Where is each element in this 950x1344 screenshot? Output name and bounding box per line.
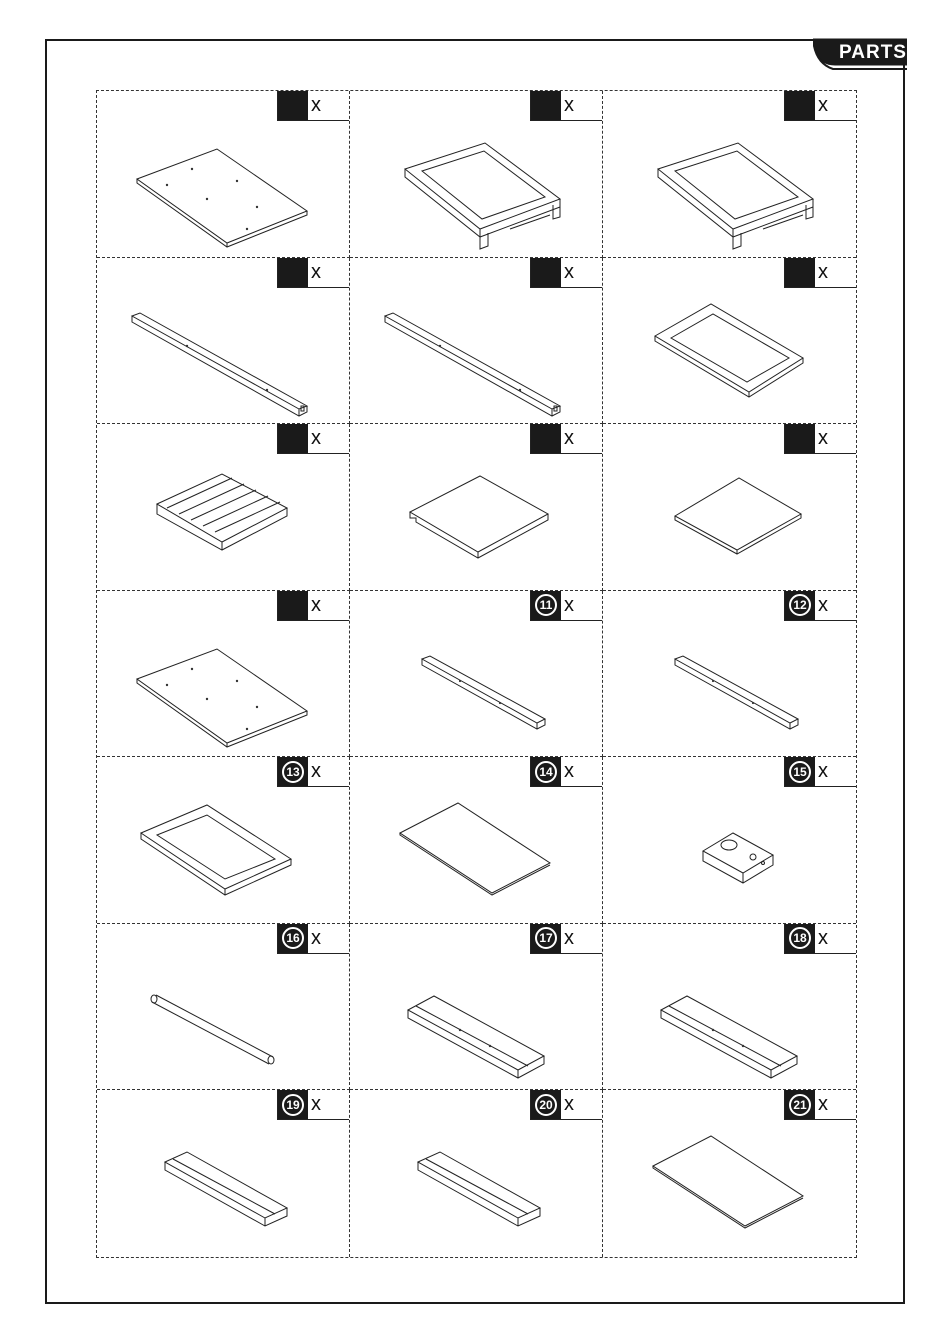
part-number-badge <box>531 424 561 453</box>
part-quantity: x <box>564 593 574 616</box>
part-number-badge <box>785 91 815 120</box>
part-label-box <box>277 258 349 288</box>
part-number-badge <box>278 924 308 953</box>
part-quantity: x <box>311 926 321 949</box>
part-cell <box>97 258 350 425</box>
part-cell <box>97 1090 350 1257</box>
part-cell <box>603 924 856 1091</box>
part-quantity: x <box>818 926 828 949</box>
part-number: 20 <box>535 1094 557 1116</box>
part-label-box <box>530 757 602 787</box>
part-label-box <box>277 91 349 121</box>
part-cell <box>350 1090 603 1257</box>
short-grooved-board-icon <box>97 1118 350 1256</box>
part-number-badge <box>531 91 561 120</box>
part-number: 15 <box>789 761 811 783</box>
part-label-box <box>277 924 349 954</box>
part-number: 18 <box>789 927 811 949</box>
part-quantity: x <box>818 260 828 283</box>
part-quantity: x <box>564 427 574 449</box>
parts-section-tab <box>813 37 907 71</box>
rail-icon <box>603 619 856 757</box>
part-cell <box>350 258 603 425</box>
part-number-badge <box>278 258 308 287</box>
part-quantity: x <box>564 260 574 283</box>
part-number-badge <box>278 591 308 620</box>
part-cell <box>97 757 350 924</box>
part-number-badge <box>785 1090 815 1119</box>
part-cell <box>350 591 603 758</box>
slat-frame-icon <box>97 452 350 590</box>
part-label-box <box>784 258 856 288</box>
part-cell <box>350 757 603 924</box>
part-cell <box>97 924 350 1091</box>
part-number-badge <box>785 591 815 620</box>
part-cell <box>350 424 603 591</box>
rectangular-panel-icon <box>97 119 350 257</box>
part-label-box <box>784 91 856 121</box>
part-number-badge <box>278 91 308 120</box>
part-quantity: x <box>564 1093 574 1115</box>
part-number-badge <box>278 424 308 453</box>
part-label-box <box>530 591 602 621</box>
part-number: 14 <box>535 761 557 783</box>
grooved-board-icon <box>350 952 603 1090</box>
part-cell <box>350 924 603 1091</box>
part-quantity: x <box>818 94 828 116</box>
part-label-box <box>530 1090 602 1120</box>
part-number: 17 <box>535 927 557 949</box>
thin-sheet-icon <box>350 785 603 923</box>
part-quantity: x <box>818 760 828 782</box>
part-cell <box>603 424 856 591</box>
thin-board-icon <box>603 452 856 590</box>
part-number-badge <box>531 258 561 287</box>
part-number: 13 <box>282 761 304 783</box>
part-number: 19 <box>282 1094 304 1116</box>
connector-block-icon <box>603 785 856 923</box>
part-quantity: x <box>311 1093 321 1115</box>
thin-sheet-icon <box>603 1118 856 1256</box>
part-number-badge <box>785 258 815 287</box>
part-cell <box>603 1090 856 1257</box>
part-quantity: x <box>311 94 321 116</box>
part-quantity: x <box>564 760 574 782</box>
part-number-badge <box>785 424 815 453</box>
part-quantity: x <box>818 593 828 616</box>
parts-title: PARTS <box>839 42 907 63</box>
part-number-badge <box>531 924 561 953</box>
part-cell <box>97 424 350 591</box>
part-cell <box>97 591 350 758</box>
open-frame-icon <box>97 785 350 923</box>
part-number-badge <box>531 757 561 786</box>
rail-icon <box>350 619 603 757</box>
part-quantity: x <box>564 94 574 116</box>
part-number-badge <box>785 924 815 953</box>
grooved-board-icon <box>603 952 856 1090</box>
part-number-badge <box>785 757 815 786</box>
part-number-badge <box>278 757 308 786</box>
part-label-box <box>277 1090 349 1120</box>
part-quantity: x <box>818 427 828 449</box>
part-quantity: x <box>818 1093 828 1115</box>
long-rail-icon <box>350 286 603 424</box>
part-label-box <box>784 424 856 454</box>
notched-panel-icon <box>350 452 603 590</box>
part-number: 11 <box>535 594 557 616</box>
part-label-box <box>784 757 856 787</box>
bed-frame-icon <box>603 119 856 257</box>
part-number: 12 <box>789 594 811 616</box>
part-label-box <box>277 424 349 454</box>
part-label-box <box>277 757 349 787</box>
part-quantity: x <box>311 427 321 449</box>
part-quantity: x <box>564 926 574 949</box>
flat-frame-icon <box>603 286 856 424</box>
part-label-box <box>784 1090 856 1120</box>
part-number-badge <box>278 1090 308 1119</box>
part-number: 21 <box>789 1094 811 1116</box>
rectangular-panel-icon <box>97 619 350 757</box>
part-cell <box>603 757 856 924</box>
part-label-box <box>530 91 602 121</box>
part-cell <box>603 591 856 758</box>
part-cell <box>603 91 856 258</box>
short-grooved-board-icon <box>350 1118 603 1256</box>
part-number: 16 <box>282 927 304 949</box>
bed-frame-icon <box>350 119 603 257</box>
part-number-badge <box>531 591 561 620</box>
long-rail-icon <box>97 286 350 424</box>
parts-grid <box>96 90 857 1258</box>
part-cell <box>350 91 603 258</box>
round-rod-icon <box>97 952 350 1090</box>
part-cell <box>603 258 856 425</box>
part-quantity: x <box>311 760 321 782</box>
part-label-box <box>530 258 602 288</box>
part-label-box <box>277 591 349 621</box>
part-label-box <box>530 424 602 454</box>
part-label-box <box>530 924 602 954</box>
part-quantity: x <box>311 260 321 283</box>
part-cell <box>97 91 350 258</box>
part-label-box <box>784 591 856 621</box>
part-number-badge <box>531 1090 561 1119</box>
part-quantity: x <box>311 593 321 616</box>
part-label-box <box>784 924 856 954</box>
